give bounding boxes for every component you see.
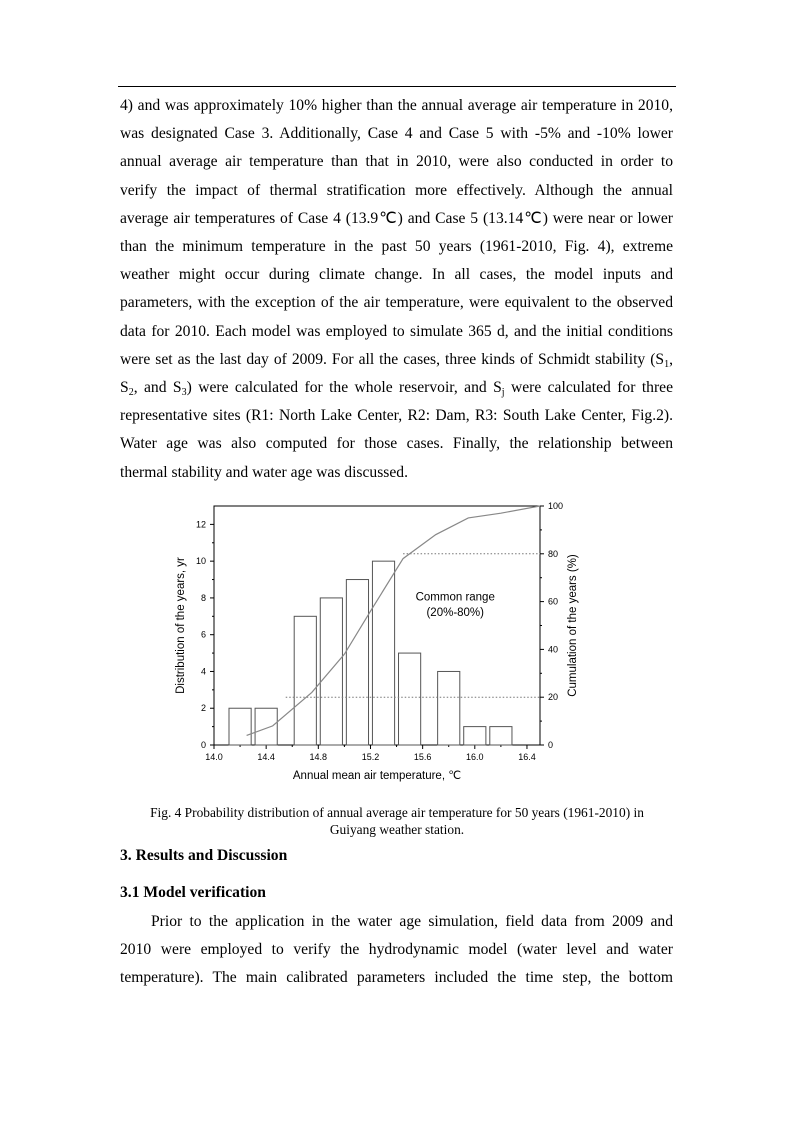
y2-tick-label: 20 — [548, 692, 559, 703]
text-line — [120, 346, 673, 374]
chart-svg — [168, 500, 588, 790]
text-line: annual average air temperature than that in 2010, were also conducted in order to — [120, 153, 673, 171]
text-run: ) were calculated for the whole reservoir, and S — [186, 379, 502, 397]
text-line: Water age was also computed for those cases. Finally, the relationship between — [120, 435, 673, 453]
y2-axis-label: Cumulation of the years (%) — [567, 554, 579, 697]
histogram-bar — [399, 653, 421, 745]
text-line: was designated Case 3. Additionally, Case 4 and Case 5 with -5% and -10% lower — [120, 125, 673, 143]
caption-line: Fig. 4 Probability distribution of annual average air temperature for 50 years (1961-2010) in — [150, 805, 644, 820]
text-line: 2010 were employed to verify the hydrodynamic model (water level and water — [120, 941, 673, 959]
x-tick-label: 15.2 — [361, 752, 380, 762]
section-heading: 3. Results and Discussion — [120, 847, 288, 864]
text-line: average air temperatures of Case 4 (13.9℃) and Case 5 (13.14℃) were near or lower — [120, 209, 673, 227]
text-line: parameters, with the exception of the air temperature, were equivalent to the observed — [120, 294, 673, 312]
histogram-bar — [438, 671, 460, 745]
text-line: Prior to the application in the water age simulation, field data from 2009 and — [151, 913, 673, 930]
x-tick-label: 15.6 — [413, 752, 432, 762]
text-line: verify the impact of thermal stratification more effectively. Although the annual — [120, 181, 673, 199]
text-run: S — [120, 379, 129, 397]
header-rule — [118, 86, 676, 87]
body-paragraph — [120, 908, 673, 993]
histogram-bar — [372, 561, 394, 745]
y-tick-label: 4 — [200, 666, 206, 677]
histogram-bar — [464, 727, 486, 745]
subscript: 2 — [128, 387, 134, 399]
figure-chart — [168, 500, 588, 790]
text-run: , — [669, 350, 673, 368]
text-line: 4) and was approximately 10% higher than the annual average air temperature in 2010, — [120, 97, 673, 114]
text-line: weather might occur during climate change. In all cases, the model inputs and — [120, 266, 673, 284]
histogram-bar — [346, 580, 368, 745]
y2-tick-label: 0 — [548, 740, 554, 750]
x-tick-label: 14.4 — [257, 752, 275, 762]
y2-tick-label: 40 — [548, 644, 559, 655]
text-line: thermal stability and water age was discussed. — [120, 463, 408, 481]
histogram-bar — [490, 727, 512, 745]
histogram-bar — [229, 708, 251, 745]
figure-caption — [118, 804, 676, 838]
text-run: were set as the last day of 2009. For all the cases, three kinds of Schmidt stability (S — [120, 350, 665, 368]
y-tick-label: 8 — [200, 592, 206, 603]
histogram-bar — [294, 616, 316, 745]
caption-line: Guiyang weather station. — [329, 822, 465, 837]
text-line: data for 2010. Each model was employed to simulate 365 d, and the initial conditions — [120, 322, 673, 340]
subscript: j — [501, 387, 505, 399]
histogram-bar — [255, 708, 277, 745]
y-axis-label: Distribution of the years, yr — [175, 557, 187, 694]
annotation-label: Common range — [415, 591, 495, 604]
annotation-label: (20%-80%) — [426, 606, 485, 619]
y2-tick-label: 100 — [548, 501, 564, 511]
y-tick-label: 6 — [200, 629, 206, 640]
x-axis-label: Annual mean air temperature, ℃ — [292, 770, 462, 782]
subsection-heading: 3.1 Model verification — [120, 884, 266, 901]
text-line: representative sites (R1: North Lake Center, R2: Dam, R3: South Lake Center, Fig.2). — [120, 407, 673, 425]
subscript: 3 — [181, 387, 187, 399]
x-tick-label: 14.0 — [205, 752, 223, 762]
y-tick-label: 0 — [200, 740, 206, 750]
y2-tick-label: 80 — [548, 548, 559, 559]
y2-tick-label: 60 — [548, 596, 559, 607]
text-line: than the minimum temperature in the past 50 years (1961-2010, Fig. 4), extreme — [120, 238, 673, 256]
y-tick-label: 10 — [195, 556, 206, 567]
y-tick-label: 12 — [195, 519, 206, 530]
text-line — [120, 374, 673, 402]
text-line: temperature). The main calibrated parameters included the time step, the bottom — [120, 969, 673, 987]
body-paragraph — [120, 92, 673, 487]
text-run: , and S — [133, 379, 182, 397]
histogram-bar — [320, 598, 342, 745]
x-tick-label: 16.4 — [518, 752, 536, 762]
text-run: were calculated for three — [504, 379, 673, 397]
subscript: 1 — [664, 358, 670, 370]
x-tick-label: 16.0 — [466, 752, 484, 762]
x-tick-label: 14.8 — [309, 752, 328, 762]
y-tick-label: 2 — [200, 703, 206, 714]
